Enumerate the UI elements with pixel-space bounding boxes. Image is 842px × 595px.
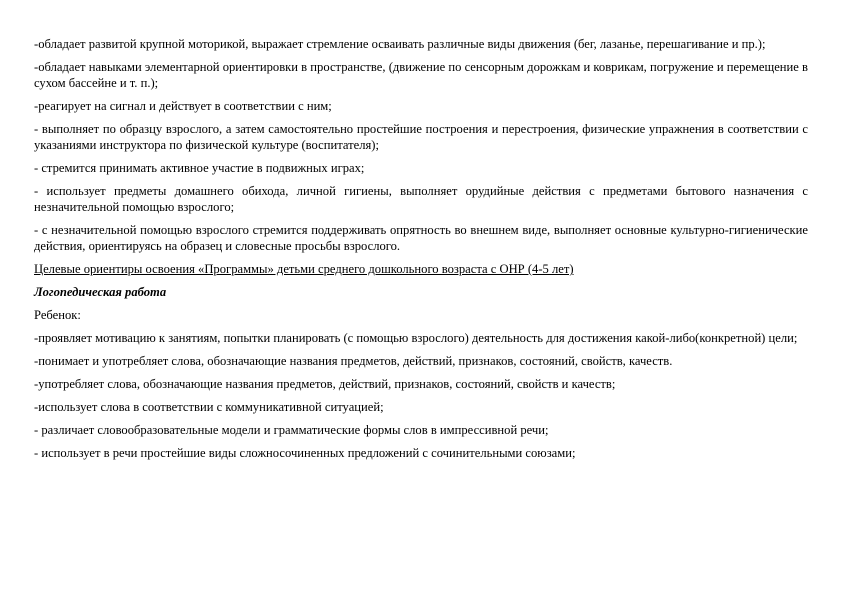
text-paragraph: -использует слова в соответствии с коммуникативной ситуацией;	[34, 400, 384, 414]
text-paragraph: -обладает навыками элементарной ориентировки в пространстве, (движение по сенсорным дорожкам и коврикам, погружение и перемещение в сухом бассейне и т. п.);	[34, 60, 808, 90]
text-paragraph: - использует предметы домашнего обихода, личной гигиены, выполняет орудийные действия с предметами бытового назначения с незначительной помощью взрослого;	[34, 184, 808, 214]
text-paragraph: -употребляет слова, обозначающие названия предметов, действий, признаков, состояний, свойств и качеств;	[34, 377, 616, 391]
text-paragraph: - с незначительной помощью взрослого стремится поддерживать опрятность во внешнем виде, выполняет основные культурно-гигиенические действия, ориентируясь на образец и словесные просьбы взрослого.	[34, 223, 808, 253]
subsection-heading: Логопедическая работа	[34, 285, 167, 299]
document-page	[34, 36, 808, 468]
section-heading: Целевые ориентиры освоения «Программы» детьми среднего дошкольного возраста с ОНР (4-5 лет)	[34, 262, 574, 276]
text-paragraph: - различает словообразовательные модели и грамматические формы слов в импрессивной речи;	[34, 423, 549, 437]
text-paragraph: -обладает развитой крупной моторикой, выражает стремление осваивать различные виды движения (бег, лазанье, перешагивание и пр.);	[34, 37, 766, 51]
text-paragraph: -понимает и употребляет слова, обозначающие названия предметов, действий, признаков, состояний, свойств, качеств.	[34, 354, 673, 368]
text-paragraph: -реагирует на сигнал и действует в соответствии с ним;	[34, 99, 332, 113]
text-paragraph: - выполняет по образцу взрослого, а затем самостоятельно простейшие построения и перестроения, физические упражнения в соответствии с указаниями инструктора по физической культуре (воспитателя);	[34, 122, 808, 152]
intro-text: Ребенок:	[34, 308, 81, 322]
text-paragraph: - стремится принимать активное участие в подвижных играх;	[34, 161, 365, 175]
text-paragraph: -проявляет мотивацию к занятиям, попытки планировать (с помощью взрослого) деятельность для достижения какой-либо(конкретной) цели;	[34, 331, 798, 345]
text-paragraph: - использует в речи простейшие виды сложносочиненных предложений с сочинительными союзами;	[34, 446, 576, 460]
